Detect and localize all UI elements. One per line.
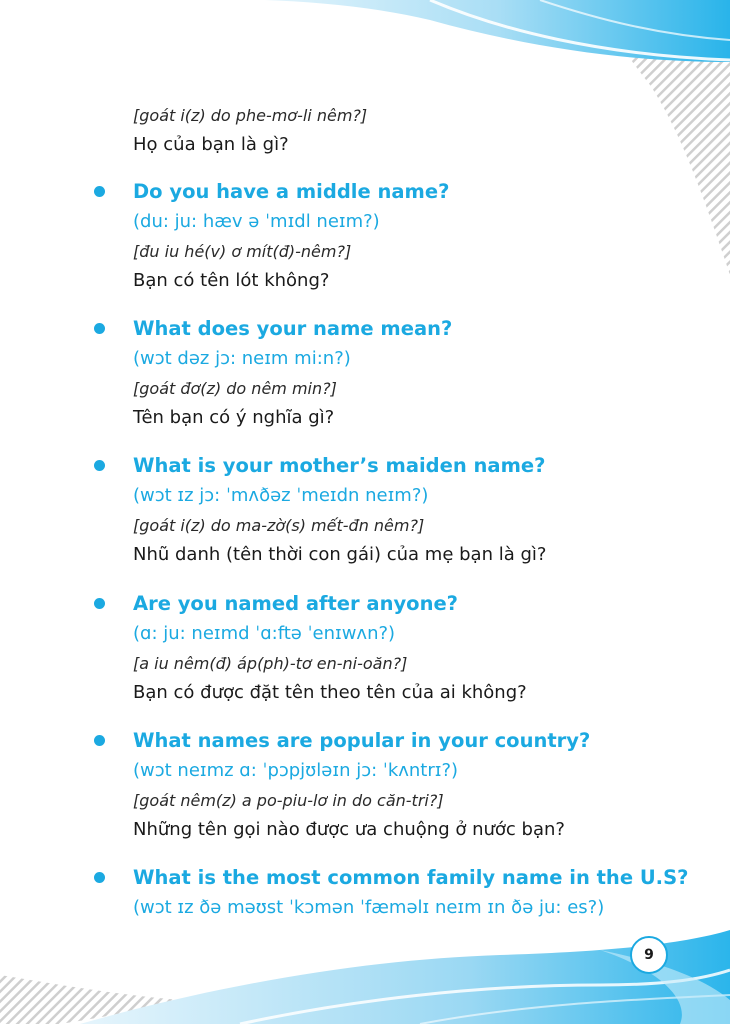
bullet-icon — [94, 735, 105, 746]
question-english: What is your mother’s maiden name? — [133, 454, 546, 477]
bullet-icon — [94, 598, 105, 609]
question-english: Do you have a middle name? — [133, 180, 450, 203]
question-transliteration: [goát nêm(z) a po-piu-lơ in do căn-tri?] — [133, 791, 444, 810]
intro-transliteration: [goát i(z) do phe-mơ-li nêm?] — [133, 106, 368, 125]
question-vietnamese: Nhũ danh (tên thời con gái) của mẹ bạn là gì? — [133, 544, 547, 565]
bullet-icon — [94, 460, 105, 471]
bullet-icon — [94, 872, 105, 883]
question-transliteration: [a iu nêm(đ) áp(ph)-tơ en-ni-oăn?] — [133, 654, 408, 673]
question-vietnamese: Bạn có được đặt tên theo tên của ai không? — [133, 682, 527, 703]
bullet-icon — [94, 186, 105, 197]
intro-vietnamese: Họ của bạn là gì? — [133, 134, 289, 155]
question-ipa: (du: ju: hæv ə ˈmɪdl neɪm?) — [133, 211, 380, 232]
question-english: What does your name mean? — [133, 317, 453, 340]
question-vietnamese: Bạn có tên lót không? — [133, 270, 330, 291]
question-vietnamese: Những tên gọi nào được ưa chuộng ở nước bạn? — [133, 819, 565, 840]
bullet-icon — [94, 323, 105, 334]
question-transliteration: [goát đơ(z) do nêm min?] — [133, 379, 337, 398]
question-ipa: (wɔt ɪz ðə məʊst ˈkɔmən ˈfæməlɪ neɪm ɪn ðə ju: es?) — [133, 897, 605, 918]
question-transliteration: [goát i(z) do ma-zờ(s) mết-đn nêm?] — [133, 516, 425, 535]
question-english: What is the most common family name in the U.S? — [133, 866, 689, 889]
question-english: What names are popular in your country? — [133, 729, 591, 752]
question-vietnamese: Tên bạn có ý nghĩa gì? — [133, 407, 335, 428]
page-number: 9 — [630, 936, 668, 974]
question-transliteration: [đu iu hé(v) ơ mít(đ)-nêm?] — [133, 242, 352, 261]
question-ipa: (wɔt neɪmz ɑ: ˈpɔpjʊləɪn jɔ: ˈkʌntrɪ?) — [133, 760, 459, 781]
question-ipa: (ɑ: ju: neɪmd ˈɑ:ftə ˈenɪwʌn?) — [133, 623, 396, 644]
question-ipa: (wɔt dəz jɔ: neɪm mi:n?) — [133, 348, 351, 369]
question-ipa: (wɔt ɪz jɔ: ˈmʌðəz ˈmeɪdn neɪm?) — [133, 485, 429, 506]
question-english: Are you named after anyone? — [133, 592, 458, 615]
